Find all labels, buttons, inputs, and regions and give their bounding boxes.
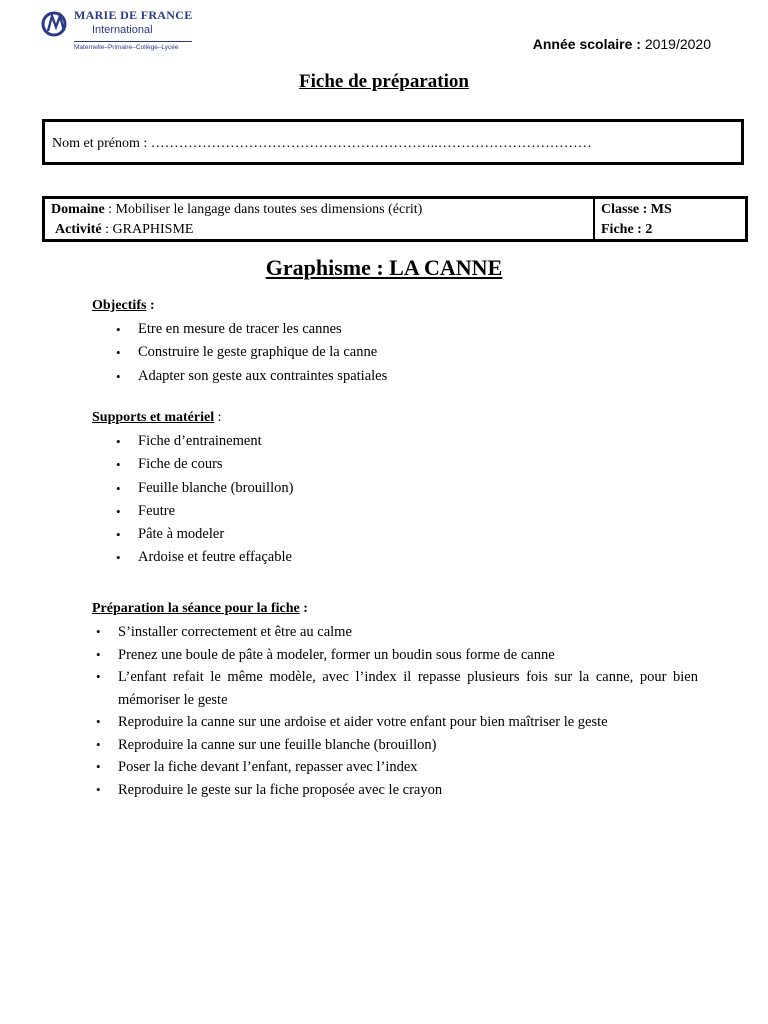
objectifs-heading-text: Objectifs bbox=[92, 298, 147, 313]
name-field bbox=[52, 136, 592, 152]
list-item: • Pâte à modeler bbox=[138, 523, 293, 546]
list-item: • Fiche d’entrainement bbox=[138, 430, 293, 453]
school-year bbox=[533, 36, 711, 52]
list-item: • S’installer correctement et être au calme bbox=[118, 621, 698, 644]
list-item: • Adapter son geste aux contraintes spatiales bbox=[138, 365, 387, 388]
list-item: • Ardoise et feutre effaçable bbox=[138, 546, 293, 569]
name-field-label: Nom et prénom : bbox=[52, 136, 148, 151]
list-item: • Construire le geste graphique de la canne bbox=[138, 341, 387, 364]
domaine-line bbox=[51, 202, 422, 218]
name-field-box bbox=[42, 119, 744, 165]
domaine-label: Domaine bbox=[51, 202, 105, 217]
school-year-value: 2019/2020 bbox=[644, 36, 711, 52]
list-item: • Feuille blanche (brouillon) bbox=[138, 477, 293, 500]
preparation-heading-text: Préparation la séance pour la fiche bbox=[92, 601, 300, 616]
list-item: • Etre en mesure de tracer les cannes bbox=[138, 318, 387, 341]
list-item: • Reproduire la canne sur une ardoise et aider votre enfant pour bien maîtriser le geste bbox=[118, 711, 698, 734]
classe-value: Classe : MS bbox=[601, 202, 672, 217]
info-table bbox=[42, 196, 748, 242]
list-item: • Poser la fiche devant l’enfant, repasser avec l’index bbox=[118, 756, 698, 779]
sheet-title: Fiche de préparation bbox=[299, 71, 469, 92]
supports-heading bbox=[92, 410, 221, 426]
activite-value: : GRAPHISME bbox=[101, 222, 194, 237]
list-item: • Reproduire la canne sur une feuille blanche (brouillon) bbox=[118, 734, 698, 757]
preparation-list bbox=[118, 621, 698, 801]
domaine-value: : Mobiliser le langage dans toutes ses dimensions (écrit) bbox=[104, 202, 423, 217]
info-left-cell bbox=[45, 199, 595, 239]
list-item: • Reproduire le geste sur la fiche proposée avec le crayon bbox=[118, 779, 698, 802]
school-emblem-icon bbox=[40, 7, 74, 41]
logo-tagline: Maternelle–Primaire–Collège–Lycée bbox=[74, 44, 179, 51]
list-item: • Prenez une boule de pâte à modeler, former un boudin sous forme de canne bbox=[118, 644, 698, 667]
list-item: • L’enfant refait le même modèle, avec l’index il repasse plusieurs fois sur la canne, pour bien mémoriser le geste bbox=[118, 666, 698, 711]
preparation-heading bbox=[92, 601, 308, 617]
list-item: • Fiche de cours bbox=[138, 453, 293, 476]
objectifs-colon: : bbox=[146, 298, 155, 313]
activite-line bbox=[55, 222, 193, 238]
logo-subtitle: International bbox=[92, 24, 153, 36]
objectifs-list bbox=[138, 318, 387, 388]
supports-list bbox=[138, 430, 293, 570]
name-field-dots: ……………………………………………………..…………………………… bbox=[150, 136, 592, 151]
info-right-cell bbox=[595, 199, 745, 239]
school-logo bbox=[40, 7, 200, 55]
activite-label: Activité bbox=[55, 222, 102, 237]
preparation-colon: : bbox=[299, 601, 308, 616]
supports-colon: : bbox=[214, 410, 222, 425]
logo-name: MARIE DE FRANCE bbox=[74, 8, 193, 22]
supports-heading-text: Supports et matériel bbox=[92, 410, 215, 425]
fiche-value: Fiche : 2 bbox=[601, 222, 653, 237]
objectifs-heading bbox=[92, 298, 155, 314]
logo-divider bbox=[74, 41, 192, 42]
school-year-label: Année scolaire : bbox=[532, 36, 641, 52]
list-item: • Feutre bbox=[138, 500, 293, 523]
main-title: Graphisme : LA CANNE bbox=[265, 255, 503, 280]
